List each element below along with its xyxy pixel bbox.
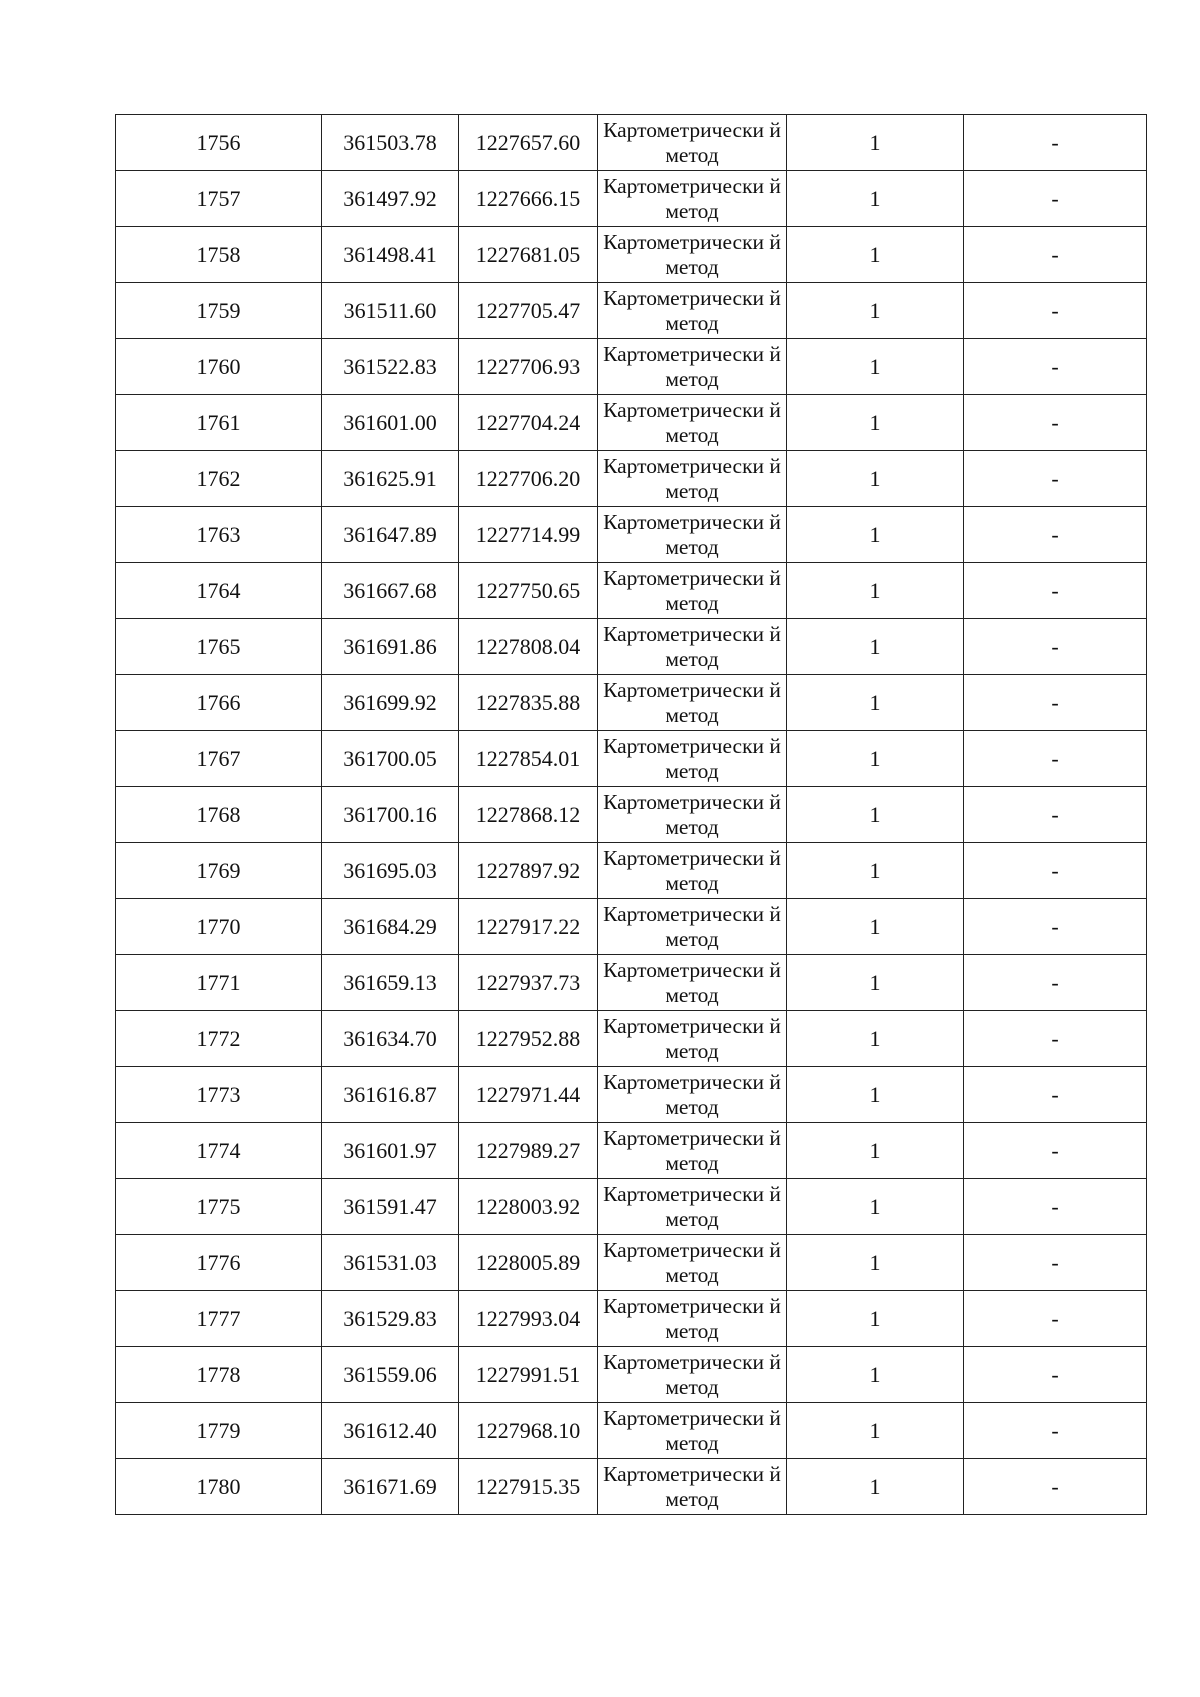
accuracy-cell: 1 [787, 507, 964, 563]
x-coordinate-cell: 361559.06 [322, 1347, 459, 1403]
note-cell: - [964, 1123, 1147, 1179]
method-cell: Картометрически й метод [598, 955, 787, 1011]
accuracy-cell: 1 [787, 1347, 964, 1403]
method-cell: Картометрически й метод [598, 675, 787, 731]
note-cell: - [964, 619, 1147, 675]
x-coordinate-cell: 361612.40 [322, 1403, 459, 1459]
point-number-cell: 1772 [116, 1011, 322, 1067]
table-row [116, 955, 1147, 1011]
accuracy-cell: 1 [787, 899, 964, 955]
x-coordinate-cell: 361671.69 [322, 1459, 459, 1515]
y-coordinate-cell: 1227915.35 [459, 1459, 598, 1515]
x-coordinate-cell: 361625.91 [322, 451, 459, 507]
table-row [116, 731, 1147, 787]
table-row [116, 1459, 1147, 1515]
method-cell: Картометрически й метод [598, 227, 787, 283]
table-row [116, 1123, 1147, 1179]
y-coordinate-cell: 1227971.44 [459, 1067, 598, 1123]
note-cell: - [964, 843, 1147, 899]
x-coordinate-cell: 361700.05 [322, 731, 459, 787]
method-cell: Картометрически й метод [598, 451, 787, 507]
table-row [116, 1011, 1147, 1067]
accuracy-cell: 1 [787, 1067, 964, 1123]
note-cell: - [964, 731, 1147, 787]
note-cell: - [964, 1291, 1147, 1347]
y-coordinate-cell: 1227808.04 [459, 619, 598, 675]
table-row [116, 899, 1147, 955]
accuracy-cell: 1 [787, 395, 964, 451]
note-cell: - [964, 507, 1147, 563]
method-cell: Картометрически й метод [598, 1459, 787, 1515]
method-cell: Картометрически й метод [598, 395, 787, 451]
method-cell: Картометрически й метод [598, 115, 787, 171]
y-coordinate-cell: 1228003.92 [459, 1179, 598, 1235]
y-coordinate-cell: 1227706.93 [459, 339, 598, 395]
y-coordinate-cell: 1227835.88 [459, 675, 598, 731]
accuracy-cell: 1 [787, 339, 964, 395]
y-coordinate-cell: 1227705.47 [459, 283, 598, 339]
table-row [116, 1403, 1147, 1459]
x-coordinate-cell: 361647.89 [322, 507, 459, 563]
method-cell: Картометрически й метод [598, 507, 787, 563]
accuracy-cell: 1 [787, 843, 964, 899]
point-number-cell: 1768 [116, 787, 322, 843]
point-number-cell: 1763 [116, 507, 322, 563]
method-cell: Картометрически й метод [598, 563, 787, 619]
method-cell: Картометрически й метод [598, 1347, 787, 1403]
x-coordinate-cell: 361591.47 [322, 1179, 459, 1235]
note-cell: - [964, 283, 1147, 339]
note-cell: - [964, 451, 1147, 507]
x-coordinate-cell: 361601.00 [322, 395, 459, 451]
accuracy-cell: 1 [787, 731, 964, 787]
x-coordinate-cell: 361659.13 [322, 955, 459, 1011]
note-cell: - [964, 1067, 1147, 1123]
x-coordinate-cell: 361699.92 [322, 675, 459, 731]
y-coordinate-cell: 1227706.20 [459, 451, 598, 507]
accuracy-cell: 1 [787, 451, 964, 507]
point-number-cell: 1766 [116, 675, 322, 731]
accuracy-cell: 1 [787, 955, 964, 1011]
y-coordinate-cell: 1227993.04 [459, 1291, 598, 1347]
accuracy-cell: 1 [787, 1179, 964, 1235]
table-row [116, 507, 1147, 563]
method-cell: Картометрически й метод [598, 1291, 787, 1347]
accuracy-cell: 1 [787, 1235, 964, 1291]
point-number-cell: 1779 [116, 1403, 322, 1459]
method-cell: Картометрически й метод [598, 731, 787, 787]
table-row [116, 1235, 1147, 1291]
table-row [116, 787, 1147, 843]
point-number-cell: 1776 [116, 1235, 322, 1291]
point-number-cell: 1756 [116, 115, 322, 171]
point-number-cell: 1765 [116, 619, 322, 675]
accuracy-cell: 1 [787, 619, 964, 675]
accuracy-cell: 1 [787, 675, 964, 731]
point-number-cell: 1771 [116, 955, 322, 1011]
point-number-cell: 1777 [116, 1291, 322, 1347]
y-coordinate-cell: 1227917.22 [459, 899, 598, 955]
x-coordinate-cell: 361522.83 [322, 339, 459, 395]
table-row [116, 1179, 1147, 1235]
point-number-cell: 1775 [116, 1179, 322, 1235]
method-cell: Картометрически й метод [598, 787, 787, 843]
x-coordinate-cell: 361700.16 [322, 787, 459, 843]
note-cell: - [964, 955, 1147, 1011]
coordinates-table [115, 114, 1147, 1515]
y-coordinate-cell: 1227657.60 [459, 115, 598, 171]
y-coordinate-cell: 1227704.24 [459, 395, 598, 451]
table-row [116, 395, 1147, 451]
x-coordinate-cell: 361695.03 [322, 843, 459, 899]
x-coordinate-cell: 361601.97 [322, 1123, 459, 1179]
point-number-cell: 1769 [116, 843, 322, 899]
y-coordinate-cell: 1227666.15 [459, 171, 598, 227]
x-coordinate-cell: 361503.78 [322, 115, 459, 171]
table-row [116, 1067, 1147, 1123]
x-coordinate-cell: 361531.03 [322, 1235, 459, 1291]
x-coordinate-cell: 361511.60 [322, 283, 459, 339]
y-coordinate-cell: 1227991.51 [459, 1347, 598, 1403]
method-cell: Картометрически й метод [598, 283, 787, 339]
accuracy-cell: 1 [787, 115, 964, 171]
note-cell: - [964, 563, 1147, 619]
x-coordinate-cell: 361498.41 [322, 227, 459, 283]
method-cell: Картометрически й метод [598, 339, 787, 395]
accuracy-cell: 1 [787, 1123, 964, 1179]
accuracy-cell: 1 [787, 563, 964, 619]
point-number-cell: 1780 [116, 1459, 322, 1515]
table-row [116, 227, 1147, 283]
y-coordinate-cell: 1227952.88 [459, 1011, 598, 1067]
method-cell: Картометрически й метод [598, 171, 787, 227]
accuracy-cell: 1 [787, 227, 964, 283]
method-cell: Картометрически й метод [598, 1123, 787, 1179]
y-coordinate-cell: 1227714.99 [459, 507, 598, 563]
note-cell: - [964, 675, 1147, 731]
table-row [116, 283, 1147, 339]
note-cell: - [964, 1011, 1147, 1067]
y-coordinate-cell: 1227868.12 [459, 787, 598, 843]
accuracy-cell: 1 [787, 1011, 964, 1067]
table-row [116, 1291, 1147, 1347]
y-coordinate-cell: 1227750.65 [459, 563, 598, 619]
y-coordinate-cell: 1227854.01 [459, 731, 598, 787]
point-number-cell: 1762 [116, 451, 322, 507]
x-coordinate-cell: 361634.70 [322, 1011, 459, 1067]
method-cell: Картометрически й метод [598, 619, 787, 675]
table-row [116, 843, 1147, 899]
x-coordinate-cell: 361684.29 [322, 899, 459, 955]
method-cell: Картометрически й метод [598, 1403, 787, 1459]
note-cell: - [964, 339, 1147, 395]
point-number-cell: 1770 [116, 899, 322, 955]
point-number-cell: 1757 [116, 171, 322, 227]
point-number-cell: 1758 [116, 227, 322, 283]
y-coordinate-cell: 1227681.05 [459, 227, 598, 283]
point-number-cell: 1761 [116, 395, 322, 451]
y-coordinate-cell: 1228005.89 [459, 1235, 598, 1291]
y-coordinate-cell: 1227989.27 [459, 1123, 598, 1179]
coordinates-table-body [116, 115, 1147, 1515]
method-cell: Картометрически й метод [598, 1235, 787, 1291]
y-coordinate-cell: 1227937.73 [459, 955, 598, 1011]
point-number-cell: 1760 [116, 339, 322, 395]
method-cell: Картометрически й метод [598, 899, 787, 955]
method-cell: Картометрически й метод [598, 1179, 787, 1235]
note-cell: - [964, 1459, 1147, 1515]
table-row [116, 1347, 1147, 1403]
table-row [116, 339, 1147, 395]
table-row [116, 451, 1147, 507]
point-number-cell: 1764 [116, 563, 322, 619]
note-cell: - [964, 115, 1147, 171]
note-cell: - [964, 787, 1147, 843]
accuracy-cell: 1 [787, 283, 964, 339]
x-coordinate-cell: 361497.92 [322, 171, 459, 227]
accuracy-cell: 1 [787, 1403, 964, 1459]
table-row [116, 563, 1147, 619]
table-row [116, 619, 1147, 675]
note-cell: - [964, 899, 1147, 955]
method-cell: Картометрически й метод [598, 1011, 787, 1067]
table-row [116, 115, 1147, 171]
note-cell: - [964, 227, 1147, 283]
accuracy-cell: 1 [787, 787, 964, 843]
x-coordinate-cell: 361529.83 [322, 1291, 459, 1347]
accuracy-cell: 1 [787, 1291, 964, 1347]
point-number-cell: 1774 [116, 1123, 322, 1179]
method-cell: Картометрически й метод [598, 1067, 787, 1123]
point-number-cell: 1773 [116, 1067, 322, 1123]
accuracy-cell: 1 [787, 1459, 964, 1515]
note-cell: - [964, 1403, 1147, 1459]
table-row [116, 675, 1147, 731]
point-number-cell: 1767 [116, 731, 322, 787]
point-number-cell: 1778 [116, 1347, 322, 1403]
note-cell: - [964, 1179, 1147, 1235]
y-coordinate-cell: 1227897.92 [459, 843, 598, 899]
x-coordinate-cell: 361667.68 [322, 563, 459, 619]
accuracy-cell: 1 [787, 171, 964, 227]
note-cell: - [964, 1235, 1147, 1291]
x-coordinate-cell: 361691.86 [322, 619, 459, 675]
method-cell: Картометрически й метод [598, 843, 787, 899]
note-cell: - [964, 171, 1147, 227]
note-cell: - [964, 1347, 1147, 1403]
table-row [116, 171, 1147, 227]
point-number-cell: 1759 [116, 283, 322, 339]
note-cell: - [964, 395, 1147, 451]
y-coordinate-cell: 1227968.10 [459, 1403, 598, 1459]
x-coordinate-cell: 361616.87 [322, 1067, 459, 1123]
